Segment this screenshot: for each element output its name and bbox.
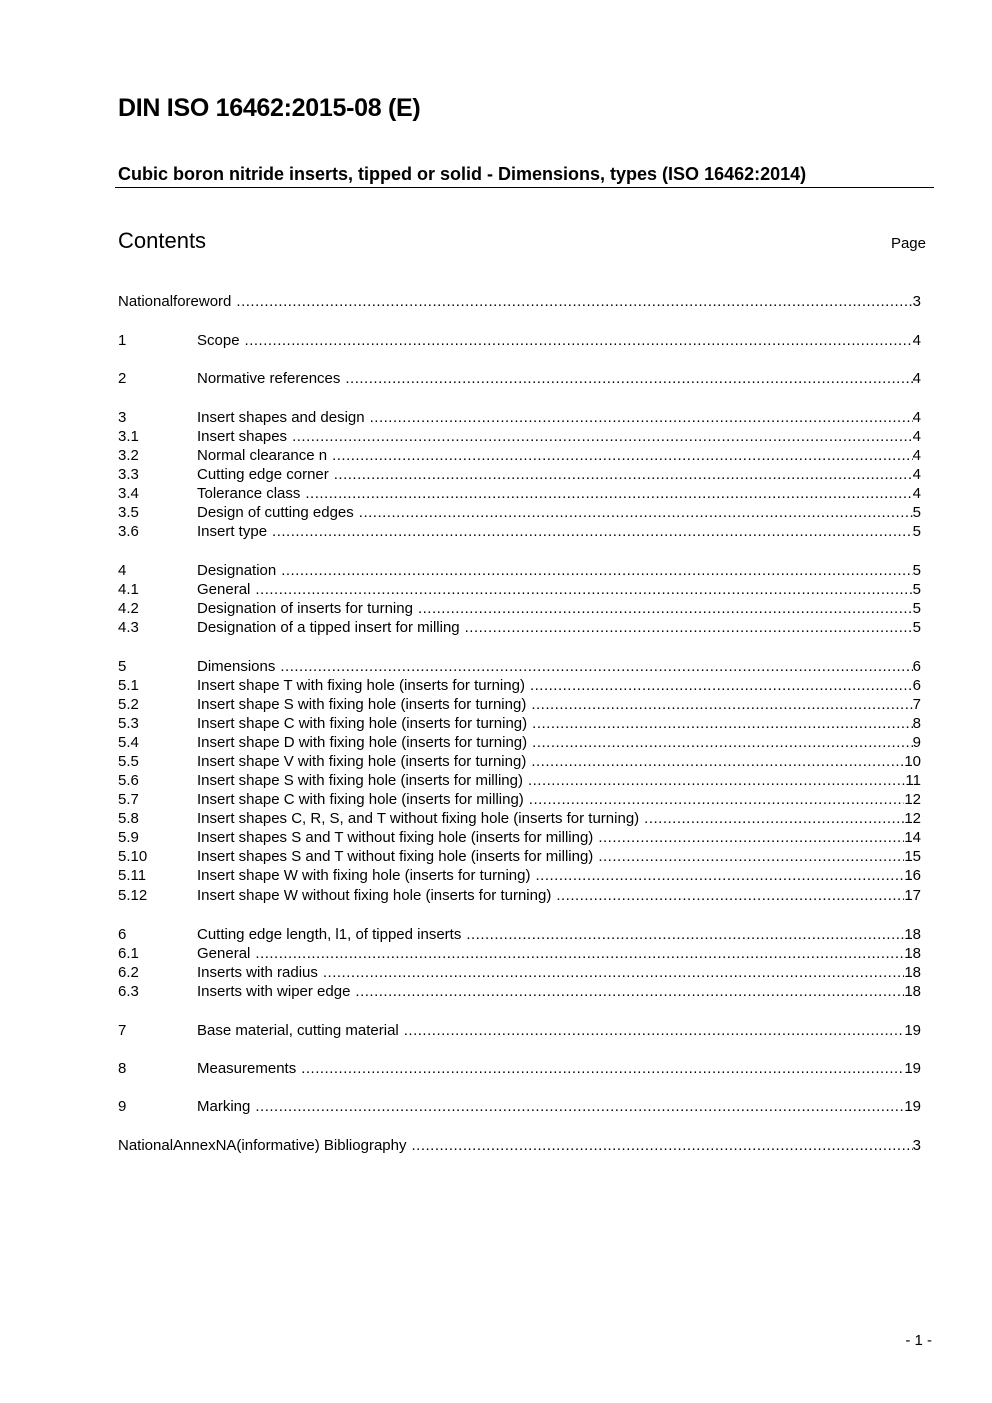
toc-entry-page: 18 bbox=[904, 945, 921, 962]
toc-entry[interactable] bbox=[118, 599, 921, 618]
toc-entry-number: 5.7 bbox=[118, 791, 139, 808]
toc-entry-number: 3.4 bbox=[118, 485, 139, 502]
toc-entry-number: 4.3 bbox=[118, 619, 139, 636]
toc-entry[interactable] bbox=[118, 771, 921, 790]
toc-entry-number: 2 bbox=[118, 370, 127, 387]
toc-entry-number: 6 bbox=[118, 926, 127, 943]
toc-dot-leader bbox=[418, 599, 913, 618]
toc-entry-title: Insert shape T with fixing hole (inserts for turning) bbox=[197, 677, 525, 694]
toc-entry-number: 7 bbox=[118, 1022, 127, 1039]
page-column-heading: Page bbox=[890, 235, 926, 252]
toc-entry-page: 14 bbox=[904, 829, 921, 846]
toc-entry-title: NationalAnnexNA(informative) Bibliography bbox=[118, 1137, 407, 1154]
toc-entry-title: Designation of a tipped insert for milling bbox=[197, 619, 460, 636]
toc-entry-number: 5.10 bbox=[118, 848, 148, 865]
page-number: - 1 - bbox=[905, 1332, 932, 1349]
toc-dot-leader bbox=[272, 522, 913, 541]
toc-dot-leader bbox=[404, 1021, 905, 1040]
toc-entry-page: 12 bbox=[904, 791, 921, 808]
toc-entry[interactable] bbox=[118, 963, 921, 982]
toc-dot-leader bbox=[255, 580, 912, 599]
toc-entry-title: Insert type bbox=[197, 523, 268, 540]
toc-dot-leader bbox=[332, 446, 913, 465]
toc-entry[interactable] bbox=[118, 465, 921, 484]
toc-entry-title: Cutting edge corner bbox=[197, 466, 329, 483]
toc-entry[interactable] bbox=[118, 695, 921, 714]
toc-entry-title: Insert shape C with fixing hole (inserts for turning) bbox=[197, 715, 528, 732]
toc-entry-number: 5.8 bbox=[118, 810, 139, 827]
toc-entry-number: 5.1 bbox=[118, 677, 139, 694]
toc-entry[interactable] bbox=[118, 522, 921, 541]
toc-entry-page: 7 bbox=[912, 696, 921, 713]
toc-dot-leader bbox=[305, 484, 912, 503]
toc-entry-page: 4 bbox=[912, 447, 921, 464]
toc-entry-title: Designation bbox=[197, 562, 277, 579]
toc-entry-title: Normal clearance n bbox=[197, 447, 328, 464]
toc-entry-page: 18 bbox=[904, 926, 921, 943]
toc-entry-page: 4 bbox=[912, 409, 921, 426]
toc-entry-number: 5.3 bbox=[118, 715, 139, 732]
toc-dot-leader bbox=[334, 465, 913, 484]
toc-dot-leader bbox=[245, 331, 913, 350]
toc-entry-number: 5.2 bbox=[118, 696, 139, 713]
toc-dot-leader bbox=[532, 714, 913, 733]
toc-entry-number: 3 bbox=[118, 409, 127, 426]
contents-heading: Contents bbox=[118, 228, 207, 253]
toc-entry-number: 3.1 bbox=[118, 428, 139, 445]
toc-entry[interactable] bbox=[118, 484, 921, 503]
toc-dot-leader bbox=[281, 561, 912, 580]
toc-entry-number: 3.6 bbox=[118, 523, 139, 540]
toc-entry-title: Insert shapes S and T without fixing hole (inserts for milling) bbox=[197, 829, 594, 846]
toc-entry[interactable] bbox=[118, 618, 921, 637]
toc-entry[interactable] bbox=[118, 1136, 921, 1155]
toc-dot-leader bbox=[644, 809, 904, 828]
toc-entry-page: 9 bbox=[912, 734, 921, 751]
toc-entry-title: Measurements bbox=[197, 1060, 297, 1077]
toc-entry-number: 6.2 bbox=[118, 964, 139, 981]
toc-entry[interactable] bbox=[118, 503, 921, 522]
toc-entry-page: 5 bbox=[912, 600, 921, 617]
toc-dot-leader bbox=[370, 408, 913, 427]
toc-entry-title: Insert shape V with fixing hole (inserts for turning) bbox=[197, 753, 527, 770]
toc-entry-page: 17 bbox=[904, 887, 921, 904]
toc-dot-leader bbox=[535, 866, 904, 885]
toc-dot-leader bbox=[255, 1097, 904, 1116]
toc-entry-number: 5.5 bbox=[118, 753, 139, 770]
toc-entry-title: Insert shape W with fixing hole (inserts for turning) bbox=[197, 867, 531, 884]
toc-entry[interactable] bbox=[118, 580, 921, 599]
toc-entry-page: 6 bbox=[912, 658, 921, 675]
toc-entry-title: Inserts with wiper edge bbox=[197, 983, 351, 1000]
toc-entry-title: Design of cutting edges bbox=[197, 504, 354, 521]
toc-entry-number: 4.1 bbox=[118, 581, 139, 598]
toc-entry-page: 4 bbox=[912, 332, 921, 349]
toc-entry-page: 5 bbox=[912, 619, 921, 636]
toc-entry[interactable] bbox=[118, 369, 921, 388]
toc-entry-number: 5.4 bbox=[118, 734, 139, 751]
toc-dot-leader bbox=[532, 733, 913, 752]
toc-entry-title: Insert shape W without fixing hole (inserts for turning) bbox=[197, 887, 552, 904]
toc-entry[interactable] bbox=[118, 657, 921, 676]
toc-dot-leader bbox=[598, 847, 904, 866]
toc-entry-page: 5 bbox=[912, 504, 921, 521]
toc-entry-page: 4 bbox=[912, 466, 921, 483]
toc-dot-leader bbox=[465, 618, 913, 637]
toc-entry-page: 5 bbox=[912, 581, 921, 598]
toc-dot-leader bbox=[280, 657, 912, 676]
toc-entry[interactable] bbox=[118, 866, 921, 885]
toc-entry-title: Insert shape C with fixing hole (inserts for milling) bbox=[197, 791, 524, 808]
toc-entry-number: 5.9 bbox=[118, 829, 139, 846]
toc-entry[interactable] bbox=[118, 561, 921, 580]
toc-entry-title: Scope bbox=[197, 332, 240, 349]
toc-entry[interactable] bbox=[118, 733, 921, 752]
toc-entry-page: 15 bbox=[904, 848, 921, 865]
toc-entry-number: 5.11 bbox=[118, 867, 147, 884]
toc-entry-title: Inserts with radius bbox=[197, 964, 318, 981]
toc-dot-leader bbox=[528, 771, 905, 790]
toc-dot-leader bbox=[531, 695, 912, 714]
toc-entry-number: 8 bbox=[118, 1060, 127, 1077]
toc-entry-page: 4 bbox=[912, 370, 921, 387]
toc-entry-number: 4 bbox=[118, 562, 127, 579]
toc-entry[interactable] bbox=[118, 828, 921, 847]
toc-entry-page: 8 bbox=[912, 715, 921, 732]
toc-entry[interactable] bbox=[118, 1021, 921, 1040]
toc-entry-number: 6.1 bbox=[118, 945, 139, 962]
toc-entry-title: Nationalforeword bbox=[118, 293, 232, 310]
toc-entry[interactable] bbox=[118, 790, 921, 809]
toc-entry-title: Dimensions bbox=[197, 658, 276, 675]
toc-entry[interactable] bbox=[118, 408, 921, 427]
toc-entry-page: 19 bbox=[904, 1060, 921, 1077]
toc-entry-title: Insert shape S with fixing hole (inserts for milling) bbox=[197, 772, 523, 789]
toc-entry[interactable] bbox=[118, 427, 921, 446]
toc-dot-leader bbox=[466, 925, 904, 944]
toc-entry-title: Insert shape S with fixing hole (inserts for turning) bbox=[197, 696, 527, 713]
toc-entry-number: 5.12 bbox=[118, 887, 148, 904]
toc-dot-leader bbox=[236, 292, 912, 311]
toc-entry-page: 12 bbox=[904, 810, 921, 827]
toc-entry-title: Insert shapes bbox=[197, 428, 288, 445]
toc-dot-leader bbox=[529, 790, 905, 809]
toc-dot-leader bbox=[531, 752, 904, 771]
toc-entry[interactable] bbox=[118, 982, 921, 1001]
document-title: DIN ISO 16462:2015-08 (E) bbox=[118, 94, 421, 122]
toc-entry-page: 6 bbox=[912, 677, 921, 694]
toc-entry-page: 19 bbox=[904, 1098, 921, 1115]
toc-entry-title: Insert shapes and design bbox=[197, 409, 365, 426]
toc-entry-number: 5 bbox=[118, 658, 127, 675]
toc-entry-page: 3 bbox=[912, 293, 921, 310]
toc-entry-number: 6.3 bbox=[118, 983, 139, 1000]
toc-entry-page: 5 bbox=[912, 523, 921, 540]
toc-entry-number: 4.2 bbox=[118, 600, 139, 617]
toc-entry-number: 9 bbox=[118, 1098, 127, 1115]
toc-entry[interactable] bbox=[118, 925, 921, 944]
toc-entry[interactable] bbox=[118, 292, 921, 311]
toc-entry[interactable] bbox=[118, 752, 921, 771]
toc-entry-page: 19 bbox=[904, 1022, 921, 1039]
toc-entry-title: Insert shape D with fixing hole (inserts for turning) bbox=[197, 734, 528, 751]
toc-entry-title: Marking bbox=[197, 1098, 251, 1115]
toc-entry-number: 5.6 bbox=[118, 772, 139, 789]
toc-entry[interactable] bbox=[118, 676, 921, 695]
toc-dot-leader bbox=[411, 1136, 912, 1155]
toc-dot-leader bbox=[323, 963, 904, 982]
toc-entry[interactable] bbox=[118, 847, 921, 866]
toc-entry-page: 18 bbox=[904, 983, 921, 1000]
toc-entry-number: 1 bbox=[118, 332, 127, 349]
toc-dot-leader bbox=[301, 1059, 904, 1078]
toc-entry-title: Normative references bbox=[197, 370, 341, 387]
toc-entry-title: Tolerance class bbox=[197, 485, 301, 502]
toc-entry-page: 16 bbox=[904, 867, 921, 884]
toc-entry-title: General bbox=[197, 945, 251, 962]
toc-entry-title: Insert shapes C, R, S, and T without fixing hole (inserts for turning) bbox=[197, 810, 640, 827]
toc-entry[interactable] bbox=[118, 944, 921, 963]
toc-entry-page: 4 bbox=[912, 485, 921, 502]
toc-entry[interactable] bbox=[118, 886, 921, 905]
toc-dot-leader bbox=[556, 886, 904, 905]
toc-entry-title: Insert shapes S and T without fixing hole (inserts for milling) bbox=[197, 848, 594, 865]
toc-dot-leader bbox=[530, 676, 913, 695]
toc-entry-page: 4 bbox=[912, 428, 921, 445]
toc-dot-leader bbox=[598, 828, 904, 847]
toc-dot-leader bbox=[292, 427, 913, 446]
toc-entry[interactable] bbox=[118, 714, 921, 733]
toc-entry-number: 3.5 bbox=[118, 504, 139, 521]
toc-entry-title: Cutting edge length, l1, of tipped inserts bbox=[197, 926, 462, 943]
document-subtitle: Cubic boron nitride inserts, tipped or solid - Dimensions, types (ISO 16462:2014) bbox=[118, 164, 807, 184]
toc-dot-leader bbox=[359, 503, 913, 522]
toc-entry[interactable] bbox=[118, 331, 921, 350]
toc-entry-page: 18 bbox=[904, 964, 921, 981]
toc-entry-page: 5 bbox=[912, 562, 921, 579]
toc-entry-page: 3 bbox=[912, 1137, 921, 1154]
toc-entry-title: General bbox=[197, 581, 251, 598]
toc-entry-number: 3.3 bbox=[118, 466, 139, 483]
toc-entry-page: 10 bbox=[904, 753, 921, 770]
toc-entry[interactable] bbox=[118, 1059, 921, 1078]
toc-dot-leader bbox=[255, 944, 904, 963]
toc-entry-page: 11 bbox=[905, 772, 921, 789]
toc-entry-title: Designation of inserts for turning bbox=[197, 600, 413, 617]
toc-entry[interactable] bbox=[118, 809, 921, 828]
toc-entry[interactable] bbox=[118, 446, 921, 465]
toc-dot-leader bbox=[345, 369, 912, 388]
toc-entry[interactable] bbox=[118, 1097, 921, 1116]
toc-dot-leader bbox=[355, 982, 904, 1001]
toc-entry-title: Base material, cutting material bbox=[197, 1022, 399, 1039]
toc-entry-number: 3.2 bbox=[118, 447, 139, 464]
